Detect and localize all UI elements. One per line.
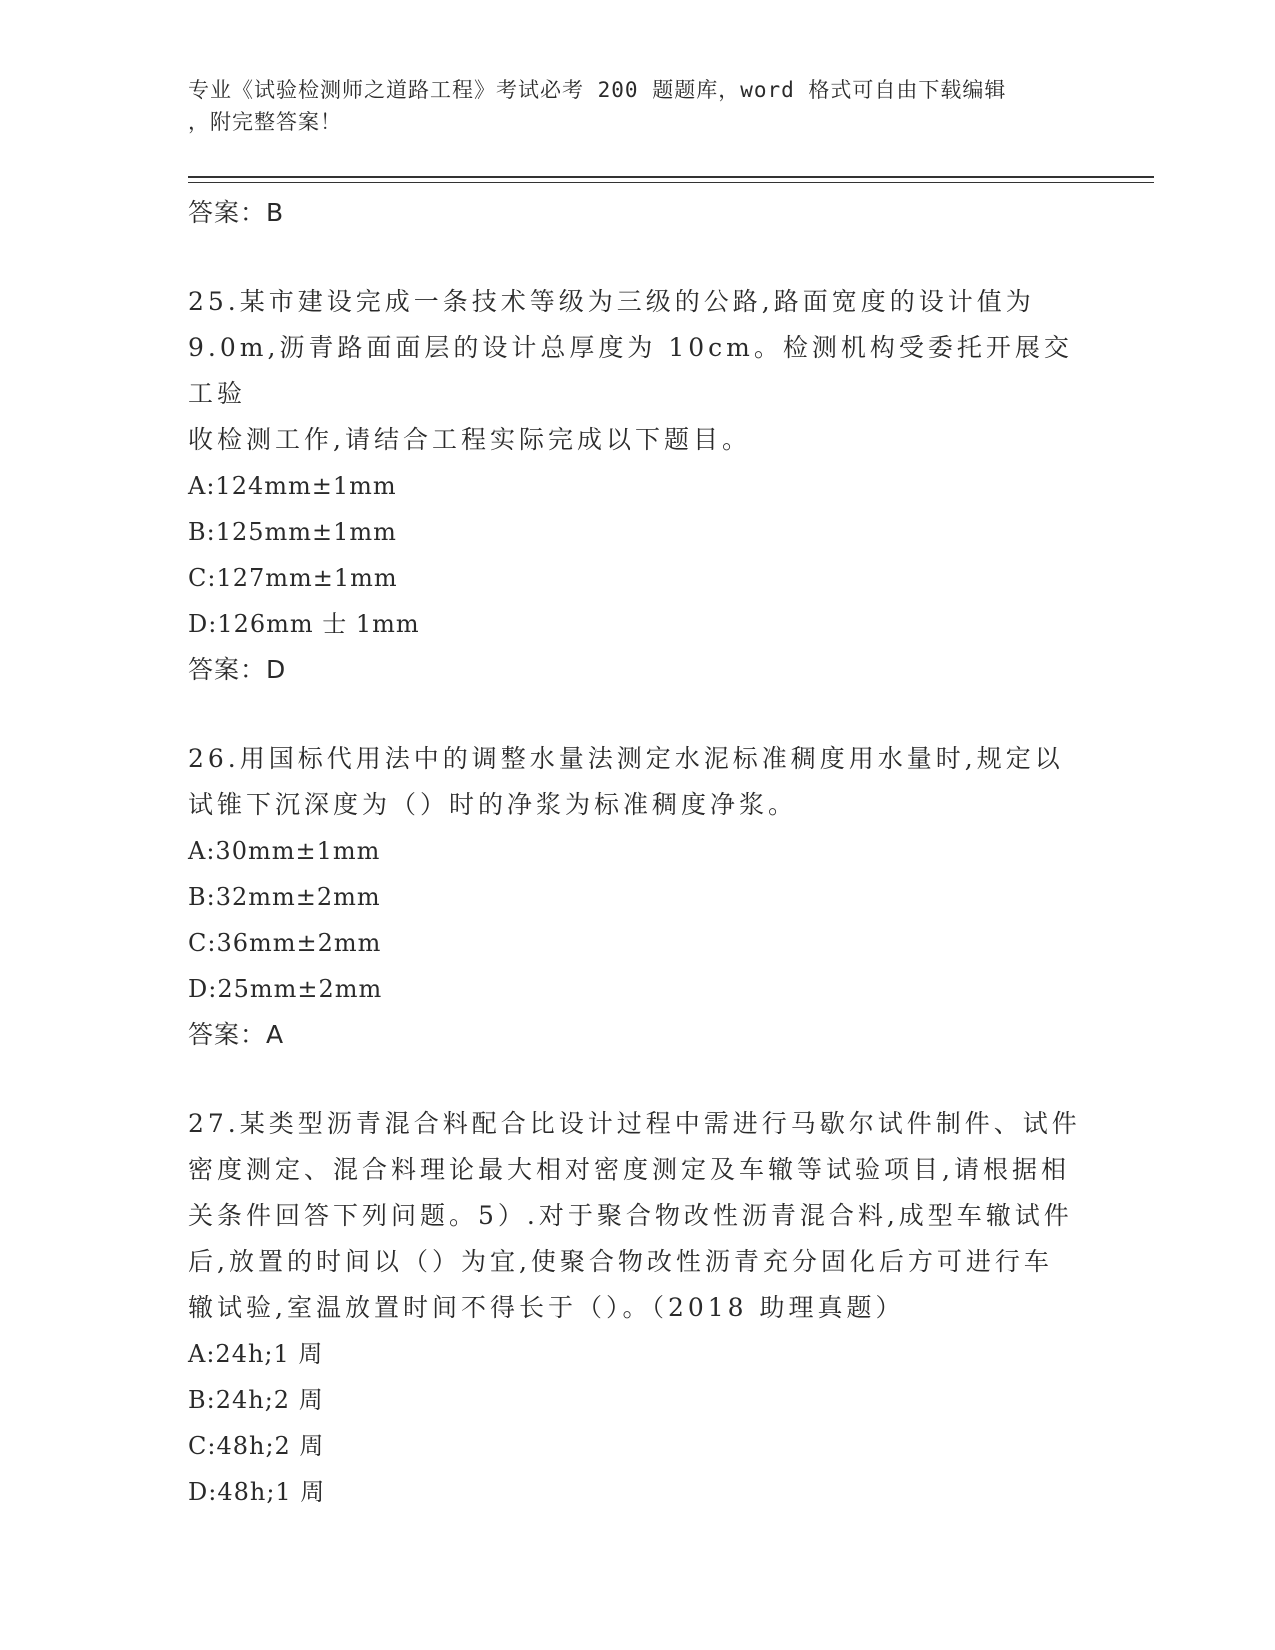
answer-label: 答案：A xyxy=(188,1020,285,1049)
question-stem xyxy=(188,736,1088,828)
question-list xyxy=(188,190,1088,1515)
question-25 xyxy=(188,279,1088,693)
header-divider-thin xyxy=(188,182,1154,183)
option-a: A:124mm±1mm xyxy=(188,472,397,500)
stem-line: 试锥下沉深度为（）时的净浆为标准稠度净浆。 xyxy=(188,790,798,819)
option-b: B:125mm±1mm xyxy=(188,518,397,546)
header-line-2: ，附完整答案！ xyxy=(188,110,342,134)
stem-line: 关条件回答下列问题。5）.对于聚合物改性沥青混合料,成型车辙试件 xyxy=(188,1201,1073,1230)
option-a: A:30mm±1mm xyxy=(188,837,381,865)
option-c: C:36mm±2mm xyxy=(188,929,382,957)
option-d: D:48h;1 周 xyxy=(188,1478,326,1506)
stem-line: 辙试验,室温放置时间不得长于（）。（2018 助理真题） xyxy=(188,1293,905,1322)
header-divider-thick xyxy=(188,176,1154,178)
option-c: C:48h;2 周 xyxy=(188,1432,325,1460)
option-c: C:127mm±1mm xyxy=(188,564,398,592)
option-b: B:24h;2 周 xyxy=(188,1386,324,1414)
stem-line: 9.0m,沥青路面面层的设计总厚度为 10cm。检测机构受委托开展交工验 xyxy=(188,333,1073,408)
option-a: A:24h;1 周 xyxy=(188,1340,324,1368)
option-b: B:32mm±2mm xyxy=(188,883,381,911)
stem-line: 26.用国标代用法中的调整水量法测定水泥标准稠度用水量时,规定以 xyxy=(188,744,1064,773)
stem-line: 后,放置的时间以（）为宜,使聚合物改性沥青充分固化后方可进行车 xyxy=(188,1247,1053,1276)
option-d: D:25mm±2mm xyxy=(188,975,383,1003)
stem-line: 收检测工作,请结合工程实际完成以下题目。 xyxy=(188,425,751,454)
stem-line: 27.某类型沥青混合料配合比设计过程中需进行马歇尔试件制件、试件 xyxy=(188,1109,1081,1138)
page-header xyxy=(188,74,1068,138)
option-d: D:126mm 士 1mm xyxy=(188,610,420,638)
question-stem xyxy=(188,279,1088,463)
previous-answer: 答案：B xyxy=(188,198,285,227)
header-line-1: 专业《试验检测师之道路工程》考试必考 200 题题库，word 格式可自由下载编辑 xyxy=(188,78,1007,102)
stem-line: 25.某市建设完成一条技术等级为三级的公路,路面宽度的设计值为 xyxy=(188,287,1035,316)
question-26 xyxy=(188,736,1088,1058)
answer-label: 答案：D xyxy=(188,655,287,684)
question-27 xyxy=(188,1101,1088,1515)
stem-line: 密度测定、混合料理论最大相对密度测定及车辙等试验项目,请根据相 xyxy=(188,1155,1070,1184)
question-stem xyxy=(188,1101,1088,1331)
